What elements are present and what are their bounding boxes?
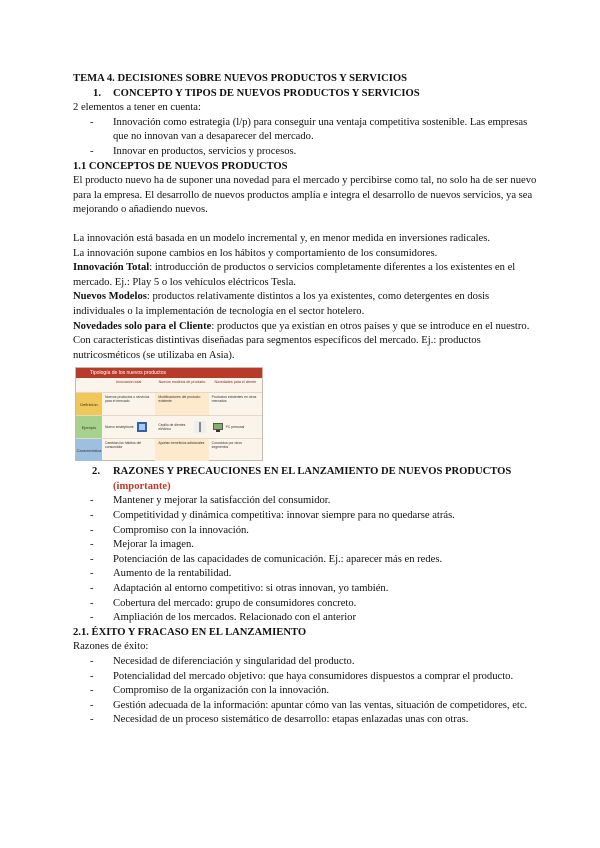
figure-cell: Modificaciones del producto existente bbox=[155, 393, 208, 415]
section-2-list bbox=[73, 494, 543, 625]
list-item: - Cobertura del mercado: grupo de consumidores concreto. bbox=[73, 597, 543, 612]
figure-row-label: Característica bbox=[76, 439, 102, 461]
figure-header-cell: Novedades para el cliente bbox=[214, 380, 257, 385]
figure-cell: Nuevos productos o servicios para el mercado bbox=[105, 395, 150, 404]
figure-cell: Productos existentes en otros mercados bbox=[211, 395, 257, 404]
figure-corner bbox=[76, 378, 102, 392]
term-text: : productos relativamente distintos a los ya existentes, como detergentes en dosis individuales o la implementación de tecnología en el sector hotelero. bbox=[73, 291, 490, 317]
figure-header-cell: Innovación total bbox=[116, 380, 142, 385]
figure-cell bbox=[155, 416, 208, 438]
section-1-number: 1. bbox=[93, 87, 101, 99]
term-text: : introducción de productos o servicios completamente diferentes a los existentes en el mercado. Ej.: Play 5 o los vehículos eléctricos Tesla. bbox=[73, 262, 516, 288]
section-2-heading bbox=[73, 465, 543, 494]
figure-row bbox=[76, 415, 262, 438]
product-types-figure bbox=[75, 367, 263, 461]
list-item: - Aumento de la rentabilidad. bbox=[73, 567, 543, 582]
term-label: Nuevos Modelos bbox=[73, 291, 147, 303]
importance-note: (importante) bbox=[113, 480, 171, 492]
definition-cliente bbox=[73, 320, 543, 364]
smartphone-icon bbox=[136, 421, 148, 433]
paragraph-gap bbox=[73, 218, 543, 232]
paragraph: La innovación está basada en un modelo incremental y, en menor medida en inversiones radicales. bbox=[73, 232, 491, 244]
list-item: - Mantener y mejorar la satisfacción del consumidor. bbox=[73, 494, 543, 509]
figure-cell-text: PC personal bbox=[225, 425, 245, 430]
list-item: - Gestión adecuada de la información: apuntar cómo van las ventas, situación de competidores, etc. bbox=[73, 699, 543, 714]
figure-cell-text: Cepillo de dientes eléctrico bbox=[158, 423, 186, 432]
list-item: - Compromiso con la innovación. bbox=[73, 524, 543, 539]
section-1-1-heading: 1.1 CONCEPTOS DE NUEVOS PRODUCTOS bbox=[73, 160, 288, 172]
list-item: - Competitividad y dinámica competitiva: innovar siempre para no quedarse atrás. bbox=[73, 509, 543, 524]
list-item: - Potencialidad del mercado objetivo: que haya consumidores dispuestos a comprar el producto. bbox=[73, 670, 543, 685]
list-item: - Necesidad de un proceso sistemático de desarrollo: etapas enlazadas unas con otras. bbox=[73, 713, 543, 728]
section-2-1-heading: 2.1. ÉXITO Y FRACASO EN EL LANZAMIENTO bbox=[73, 626, 307, 638]
paragraph: La innovación supone cambios en los hábitos y comportamiento de los consumidores. bbox=[73, 247, 438, 259]
section-2-title-text: RAZONES Y PRECAUCIONES EN EL LANZAMIENTO DE NUEVOS PRODUCTOS bbox=[113, 466, 512, 478]
list-item: - Adaptación al entorno competitivo: si otras innovan, yo también. bbox=[73, 582, 543, 597]
term-text: : productos que ya existían en otros países y que se introduce en el nuestro. Con características distintivas diseñadas para segmentos específicos del mercado. Ej.: productos nutricosméticos (se utilizaba en Asia). bbox=[73, 320, 530, 361]
figure-row-label: Ejemplo bbox=[76, 416, 102, 438]
list-item: - Necesidad de diferenciación y singularidad del producto. bbox=[73, 655, 543, 670]
figure-cell bbox=[102, 416, 155, 438]
figure-title: Tipología de los nuevos productos bbox=[76, 368, 262, 378]
section-1-list bbox=[73, 116, 543, 160]
section-2-title bbox=[113, 465, 511, 494]
toothbrush-icon bbox=[194, 421, 206, 433]
figure-header bbox=[76, 378, 262, 392]
list-item: - Mejorar la imagen. bbox=[73, 538, 543, 553]
figure-row bbox=[76, 438, 262, 461]
section-2-1-list bbox=[73, 655, 543, 728]
term-label: Innovación Total bbox=[73, 262, 150, 274]
document-body bbox=[73, 70, 543, 728]
figure-cell: Cambian los hábitos del consumidor bbox=[105, 441, 142, 450]
figure-header-cell: Nuevos modelos de producto bbox=[158, 380, 206, 385]
list-item: - Compromiso de la organización con la innovación. bbox=[73, 684, 543, 699]
figure-row-label: Definición bbox=[76, 393, 102, 415]
figure-cell-text: Nuevo smartphone bbox=[105, 425, 134, 430]
section-1-intro: 2 elementos a tener en cuenta: bbox=[73, 102, 201, 114]
section-1-title: CONCEPTO Y TIPOS DE NUEVOS PRODUCTOS Y SERVICIOS bbox=[113, 87, 420, 99]
computer-icon bbox=[212, 421, 224, 433]
figure-cell bbox=[209, 416, 262, 438]
definition-modelos bbox=[73, 290, 543, 319]
list-item: - Innovación como estrategia (l/p) para conseguir una ventaja competitiva sostenible. Las empresas que no innovan van a desaparecer del mercado. bbox=[73, 116, 543, 145]
list-item: - Ampliación de los mercados. Relacionado con el anterior bbox=[73, 611, 543, 626]
definition-total bbox=[73, 261, 543, 290]
page-title: TEMA 4. DECISIONES SOBRE NUEVOS PRODUCTOS Y SERVICIOS bbox=[73, 73, 407, 84]
figure-cell: Conocidos por otros segmentos bbox=[211, 441, 242, 450]
figure-cell: Aportan beneficios adicionales bbox=[155, 439, 208, 461]
term-label: Novedades solo para el Cliente bbox=[73, 320, 212, 332]
section-1-heading bbox=[73, 87, 543, 102]
list-item: - Potenciación de las capacidades de comunicación. Ej.: aparecer más en redes. bbox=[73, 553, 543, 568]
section-2-1-intro: Razones de éxito: bbox=[73, 641, 149, 653]
list-item: - Innovar en productos, servicios y procesos. bbox=[73, 145, 543, 160]
figure-row bbox=[76, 392, 262, 415]
section-2-number: 2. bbox=[92, 466, 100, 478]
paragraph: El producto nuevo ha de suponer una novedad para el mercado y percibirse como tal, no solo ha de ser nuevo para la empresa. El desarrollo de nuevos productos amplía e integra el desarrollo de nuevos servicios, ya sea mejorando o añadiendo nuevos. bbox=[73, 175, 537, 216]
